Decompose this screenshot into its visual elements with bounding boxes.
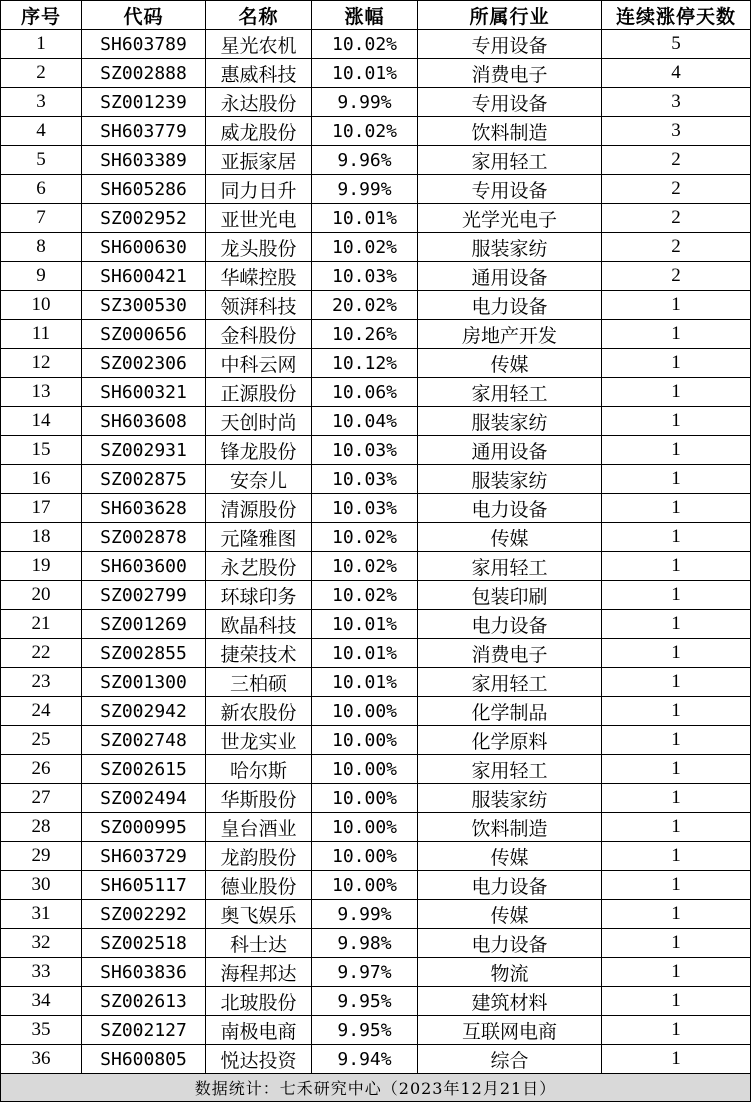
cell-code: SH603729 xyxy=(82,842,206,871)
cell-streak-days: 1 xyxy=(602,581,751,610)
cell-industry: 电力设备 xyxy=(418,929,602,958)
cell-code: SZ002748 xyxy=(82,726,206,755)
cell-index: 34 xyxy=(1,987,82,1016)
cell-industry: 家用轻工 xyxy=(418,755,602,784)
cell-change: 10.00% xyxy=(312,726,418,755)
table-row xyxy=(1,813,751,842)
cell-change: 10.02% xyxy=(312,117,418,146)
table-row xyxy=(1,900,751,929)
cell-industry: 服装家纺 xyxy=(418,407,602,436)
table-row xyxy=(1,755,751,784)
table-row xyxy=(1,639,751,668)
cell-code: SZ001239 xyxy=(82,88,206,117)
cell-industry: 通用设备 xyxy=(418,262,602,291)
cell-index: 35 xyxy=(1,1016,82,1045)
table-row xyxy=(1,784,751,813)
table-row xyxy=(1,726,751,755)
cell-streak-days: 1 xyxy=(602,465,751,494)
cell-code: SZ000656 xyxy=(82,320,206,349)
table-row xyxy=(1,59,751,88)
cell-streak-days: 1 xyxy=(602,1045,751,1074)
cell-name: 锋龙股份 xyxy=(206,436,312,465)
cell-code: SH600630 xyxy=(82,233,206,262)
cell-change: 10.00% xyxy=(312,755,418,784)
cell-code: SZ002888 xyxy=(82,59,206,88)
cell-industry: 家用轻工 xyxy=(418,146,602,175)
cell-index: 2 xyxy=(1,59,82,88)
cell-change: 9.95% xyxy=(312,1016,418,1045)
cell-index: 22 xyxy=(1,639,82,668)
cell-change: 10.01% xyxy=(312,59,418,88)
cell-streak-days: 1 xyxy=(602,610,751,639)
cell-code: SZ001300 xyxy=(82,668,206,697)
cell-name: 奥飞娱乐 xyxy=(206,900,312,929)
cell-code: SZ002855 xyxy=(82,639,206,668)
cell-industry: 服装家纺 xyxy=(418,465,602,494)
cell-change: 9.96% xyxy=(312,146,418,175)
cell-streak-days: 2 xyxy=(602,146,751,175)
cell-change: 10.00% xyxy=(312,871,418,900)
table-row xyxy=(1,378,751,407)
cell-index: 27 xyxy=(1,784,82,813)
cell-index: 17 xyxy=(1,494,82,523)
table-row xyxy=(1,320,751,349)
cell-streak-days: 2 xyxy=(602,175,751,204)
cell-code: SZ002942 xyxy=(82,697,206,726)
cell-industry: 物流 xyxy=(418,958,602,987)
cell-code: SH603836 xyxy=(82,958,206,987)
cell-streak-days: 1 xyxy=(602,871,751,900)
cell-streak-days: 4 xyxy=(602,59,751,88)
cell-streak-days: 2 xyxy=(602,262,751,291)
cell-change: 10.06% xyxy=(312,378,418,407)
cell-name: 世龙实业 xyxy=(206,726,312,755)
table-row xyxy=(1,204,751,233)
cell-streak-days: 3 xyxy=(602,88,751,117)
cell-change: 9.97% xyxy=(312,958,418,987)
cell-index: 30 xyxy=(1,871,82,900)
table-row xyxy=(1,697,751,726)
cell-change: 10.03% xyxy=(312,494,418,523)
cell-industry: 包装印刷 xyxy=(418,581,602,610)
cell-code: SH603789 xyxy=(82,30,206,59)
table-row xyxy=(1,465,751,494)
cell-streak-days: 2 xyxy=(602,204,751,233)
cell-change: 10.26% xyxy=(312,320,418,349)
cell-streak-days: 3 xyxy=(602,117,751,146)
table-row xyxy=(1,175,751,204)
cell-index: 26 xyxy=(1,755,82,784)
table-row xyxy=(1,1016,751,1045)
cell-index: 15 xyxy=(1,436,82,465)
cell-streak-days: 1 xyxy=(602,1016,751,1045)
cell-streak-days: 1 xyxy=(602,842,751,871)
cell-industry: 电力设备 xyxy=(418,871,602,900)
cell-name: 北玻股份 xyxy=(206,987,312,1016)
table-row xyxy=(1,407,751,436)
cell-streak-days: 1 xyxy=(602,436,751,465)
data-source-note: 数据统计：七禾研究中心（2023年12月21日） xyxy=(1,1074,751,1102)
table-row xyxy=(1,842,751,871)
table-row xyxy=(1,610,751,639)
header-change: 涨幅 xyxy=(312,1,418,30)
cell-change: 9.99% xyxy=(312,900,418,929)
cell-code: SH605286 xyxy=(82,175,206,204)
cell-index: 32 xyxy=(1,929,82,958)
cell-index: 12 xyxy=(1,349,82,378)
cell-index: 23 xyxy=(1,668,82,697)
cell-industry: 家用轻工 xyxy=(418,378,602,407)
cell-industry: 房地产开发 xyxy=(418,320,602,349)
cell-index: 25 xyxy=(1,726,82,755)
cell-index: 5 xyxy=(1,146,82,175)
cell-name: 亚世光电 xyxy=(206,204,312,233)
cell-index: 6 xyxy=(1,175,82,204)
cell-code: SZ002306 xyxy=(82,349,206,378)
cell-name: 华斯股份 xyxy=(206,784,312,813)
table-row xyxy=(1,291,751,320)
cell-streak-days: 1 xyxy=(602,813,751,842)
cell-streak-days: 5 xyxy=(602,30,751,59)
cell-change: 9.98% xyxy=(312,929,418,958)
cell-name: 悦达投资 xyxy=(206,1045,312,1074)
cell-industry: 传媒 xyxy=(418,842,602,871)
cell-industry: 专用设备 xyxy=(418,30,602,59)
cell-code: SH600421 xyxy=(82,262,206,291)
cell-index: 8 xyxy=(1,233,82,262)
cell-name: 欧晶科技 xyxy=(206,610,312,639)
cell-streak-days: 1 xyxy=(602,668,751,697)
cell-industry: 光学光电子 xyxy=(418,204,602,233)
cell-streak-days: 1 xyxy=(602,697,751,726)
cell-name: 华嵘控股 xyxy=(206,262,312,291)
cell-industry: 消费电子 xyxy=(418,639,602,668)
cell-streak-days: 2 xyxy=(602,233,751,262)
cell-code: SZ002292 xyxy=(82,900,206,929)
cell-index: 29 xyxy=(1,842,82,871)
table-row xyxy=(1,552,751,581)
cell-code: SH603389 xyxy=(82,146,206,175)
cell-index: 10 xyxy=(1,291,82,320)
cell-change: 10.01% xyxy=(312,610,418,639)
table-row xyxy=(1,494,751,523)
cell-streak-days: 1 xyxy=(602,755,751,784)
cell-change: 10.02% xyxy=(312,581,418,610)
cell-code: SZ002127 xyxy=(82,1016,206,1045)
cell-name: 威龙股份 xyxy=(206,117,312,146)
cell-index: 18 xyxy=(1,523,82,552)
header-name: 名称 xyxy=(206,1,312,30)
cell-industry: 传媒 xyxy=(418,349,602,378)
cell-change: 10.03% xyxy=(312,465,418,494)
cell-index: 4 xyxy=(1,117,82,146)
cell-change: 10.02% xyxy=(312,233,418,262)
cell-change: 10.01% xyxy=(312,204,418,233)
cell-streak-days: 1 xyxy=(602,639,751,668)
header-row xyxy=(1,1,751,30)
cell-name: 同力日升 xyxy=(206,175,312,204)
cell-index: 7 xyxy=(1,204,82,233)
cell-streak-days: 1 xyxy=(602,494,751,523)
cell-name: 清源股份 xyxy=(206,494,312,523)
table-row xyxy=(1,233,751,262)
cell-industry: 综合 xyxy=(418,1045,602,1074)
cell-index: 16 xyxy=(1,465,82,494)
cell-name: 龙韵股份 xyxy=(206,842,312,871)
cell-code: SZ002799 xyxy=(82,581,206,610)
cell-index: 1 xyxy=(1,30,82,59)
cell-index: 14 xyxy=(1,407,82,436)
cell-change: 10.03% xyxy=(312,436,418,465)
table-row xyxy=(1,30,751,59)
cell-industry: 化学原料 xyxy=(418,726,602,755)
table-row xyxy=(1,88,751,117)
cell-code: SZ002613 xyxy=(82,987,206,1016)
cell-industry: 电力设备 xyxy=(418,494,602,523)
cell-index: 9 xyxy=(1,262,82,291)
cell-industry: 电力设备 xyxy=(418,610,602,639)
table-row xyxy=(1,581,751,610)
cell-name: 永达股份 xyxy=(206,88,312,117)
cell-code: SZ002875 xyxy=(82,465,206,494)
cell-index: 28 xyxy=(1,813,82,842)
cell-index: 36 xyxy=(1,1045,82,1074)
cell-code: SH600805 xyxy=(82,1045,206,1074)
cell-industry: 饮料制造 xyxy=(418,813,602,842)
header-industry: 所属行业 xyxy=(418,1,602,30)
cell-streak-days: 1 xyxy=(602,523,751,552)
cell-industry: 通用设备 xyxy=(418,436,602,465)
cell-code: SZ002878 xyxy=(82,523,206,552)
cell-name: 南极电商 xyxy=(206,1016,312,1045)
cell-code: SZ002931 xyxy=(82,436,206,465)
cell-name: 德业股份 xyxy=(206,871,312,900)
cell-index: 24 xyxy=(1,697,82,726)
cell-code: SH603779 xyxy=(82,117,206,146)
table-row xyxy=(1,117,751,146)
table-row xyxy=(1,262,751,291)
cell-streak-days: 1 xyxy=(602,726,751,755)
cell-name: 捷荣技术 xyxy=(206,639,312,668)
cell-code: SZ002494 xyxy=(82,784,206,813)
cell-change: 9.94% xyxy=(312,1045,418,1074)
cell-industry: 家用轻工 xyxy=(418,552,602,581)
table-row xyxy=(1,1045,751,1074)
cell-industry: 消费电子 xyxy=(418,59,602,88)
cell-change: 10.01% xyxy=(312,668,418,697)
cell-code: SH603628 xyxy=(82,494,206,523)
cell-streak-days: 1 xyxy=(602,320,751,349)
cell-industry: 互联网电商 xyxy=(418,1016,602,1045)
cell-streak-days: 1 xyxy=(602,291,751,320)
cell-name: 哈尔斯 xyxy=(206,755,312,784)
cell-index: 13 xyxy=(1,378,82,407)
table-row xyxy=(1,146,751,175)
table-row xyxy=(1,523,751,552)
cell-name: 科士达 xyxy=(206,929,312,958)
cell-industry: 建筑材料 xyxy=(418,987,602,1016)
cell-index: 3 xyxy=(1,88,82,117)
table-row xyxy=(1,871,751,900)
cell-industry: 家用轻工 xyxy=(418,668,602,697)
cell-industry: 专用设备 xyxy=(418,175,602,204)
cell-change: 9.95% xyxy=(312,987,418,1016)
cell-code: SH600321 xyxy=(82,378,206,407)
table-row xyxy=(1,436,751,465)
cell-name: 金科股份 xyxy=(206,320,312,349)
cell-name: 三柏硕 xyxy=(206,668,312,697)
cell-streak-days: 1 xyxy=(602,552,751,581)
cell-streak-days: 1 xyxy=(602,784,751,813)
table-row xyxy=(1,929,751,958)
cell-name: 环球印务 xyxy=(206,581,312,610)
cell-industry: 专用设备 xyxy=(418,88,602,117)
cell-name: 领湃科技 xyxy=(206,291,312,320)
cell-streak-days: 1 xyxy=(602,349,751,378)
cell-name: 龙头股份 xyxy=(206,233,312,262)
cell-name: 惠威科技 xyxy=(206,59,312,88)
table-row xyxy=(1,958,751,987)
cell-change: 10.02% xyxy=(312,523,418,552)
cell-name: 永艺股份 xyxy=(206,552,312,581)
header-streak-days: 连续涨停天数 xyxy=(602,1,751,30)
cell-change: 10.00% xyxy=(312,697,418,726)
cell-industry: 电力设备 xyxy=(418,291,602,320)
cell-code: SZ002952 xyxy=(82,204,206,233)
cell-code: SH603608 xyxy=(82,407,206,436)
table-row xyxy=(1,987,751,1016)
cell-name: 亚振家居 xyxy=(206,146,312,175)
cell-change: 9.99% xyxy=(312,175,418,204)
table-row xyxy=(1,668,751,697)
cell-index: 33 xyxy=(1,958,82,987)
cell-change: 10.02% xyxy=(312,552,418,581)
cell-change: 10.12% xyxy=(312,349,418,378)
cell-streak-days: 1 xyxy=(602,378,751,407)
cell-industry: 传媒 xyxy=(418,523,602,552)
cell-code: SH603600 xyxy=(82,552,206,581)
table-body xyxy=(1,30,751,1074)
cell-index: 21 xyxy=(1,610,82,639)
cell-code: SZ300530 xyxy=(82,291,206,320)
footer-row xyxy=(1,1074,751,1102)
cell-name: 正源股份 xyxy=(206,378,312,407)
cell-industry: 服装家纺 xyxy=(418,233,602,262)
header-index: 序号 xyxy=(1,1,82,30)
cell-change: 20.02% xyxy=(312,291,418,320)
cell-streak-days: 1 xyxy=(602,900,751,929)
cell-name: 新农股份 xyxy=(206,697,312,726)
cell-name: 皇台酒业 xyxy=(206,813,312,842)
header-code: 代码 xyxy=(82,1,206,30)
cell-name: 星光农机 xyxy=(206,30,312,59)
cell-industry: 化学制品 xyxy=(418,697,602,726)
cell-code: SZ001269 xyxy=(82,610,206,639)
cell-name: 安奈儿 xyxy=(206,465,312,494)
cell-code: SZ000995 xyxy=(82,813,206,842)
cell-industry: 传媒 xyxy=(418,900,602,929)
cell-index: 20 xyxy=(1,581,82,610)
cell-code: SZ002518 xyxy=(82,929,206,958)
cell-change: 10.00% xyxy=(312,784,418,813)
cell-change: 9.99% xyxy=(312,88,418,117)
cell-index: 19 xyxy=(1,552,82,581)
cell-change: 10.01% xyxy=(312,639,418,668)
cell-code: SH605117 xyxy=(82,871,206,900)
cell-index: 31 xyxy=(1,900,82,929)
cell-streak-days: 1 xyxy=(602,929,751,958)
cell-change: 10.04% xyxy=(312,407,418,436)
cell-change: 10.03% xyxy=(312,262,418,291)
cell-code: SZ002615 xyxy=(82,755,206,784)
cell-change: 10.00% xyxy=(312,842,418,871)
cell-industry: 服装家纺 xyxy=(418,784,602,813)
cell-name: 中科云网 xyxy=(206,349,312,378)
cell-index: 11 xyxy=(1,320,82,349)
cell-name: 海程邦达 xyxy=(206,958,312,987)
cell-streak-days: 1 xyxy=(602,987,751,1016)
cell-name: 天创时尚 xyxy=(206,407,312,436)
table-row xyxy=(1,349,751,378)
cell-streak-days: 1 xyxy=(602,958,751,987)
cell-name: 元隆雅图 xyxy=(206,523,312,552)
cell-industry: 饮料制造 xyxy=(418,117,602,146)
cell-streak-days: 1 xyxy=(602,407,751,436)
cell-change: 10.00% xyxy=(312,813,418,842)
cell-change: 10.02% xyxy=(312,30,418,59)
